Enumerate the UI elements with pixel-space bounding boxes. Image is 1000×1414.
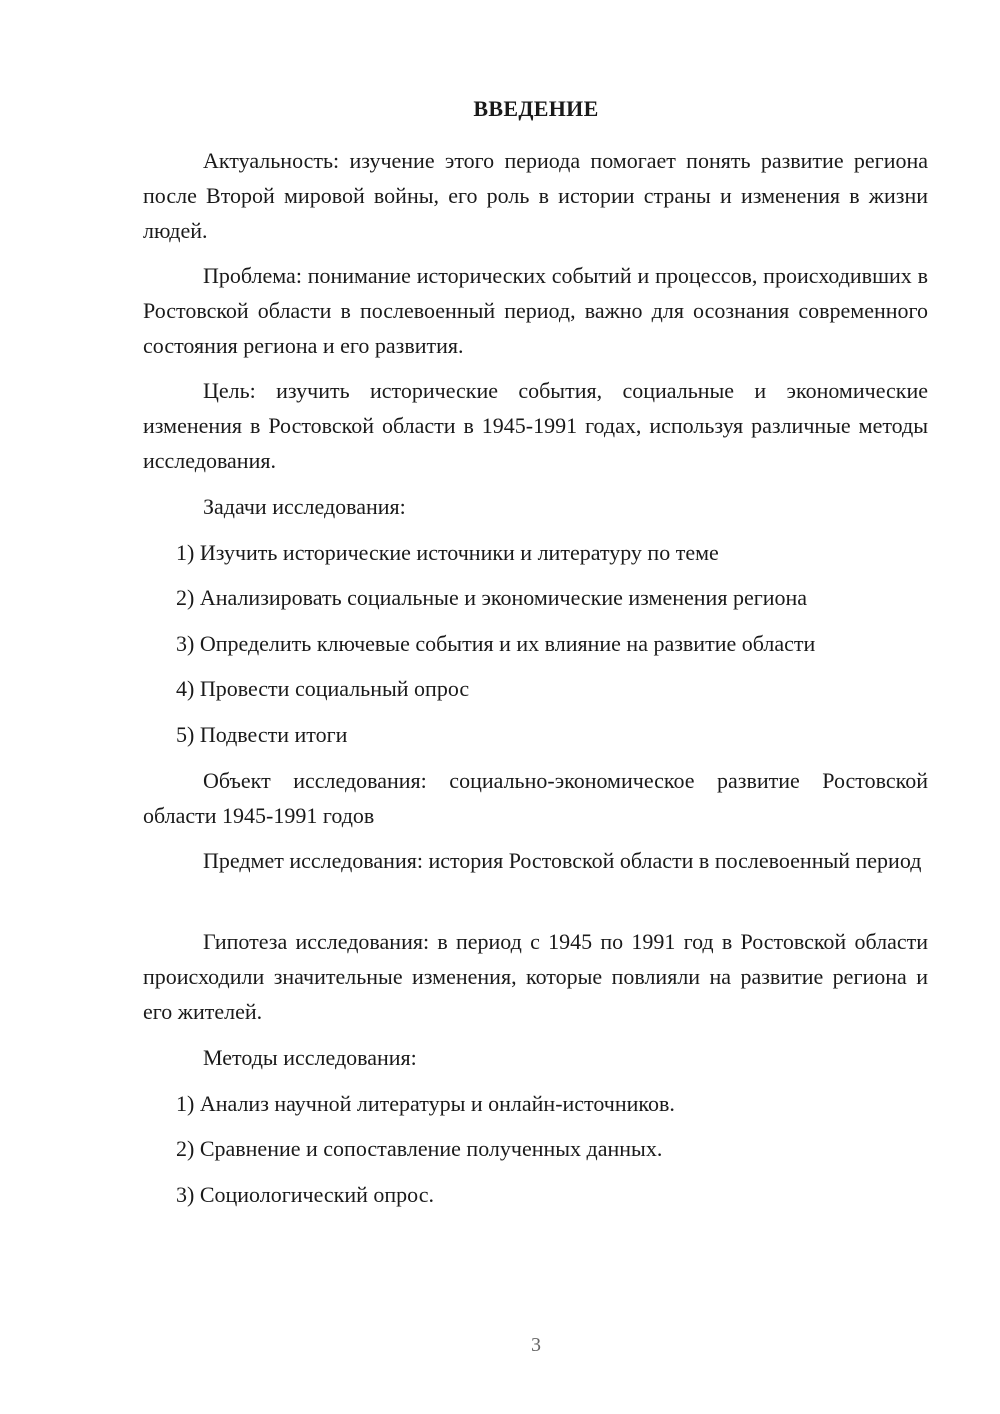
task-item: 1) Изучить исторические источники и литературу по теме <box>176 540 719 565</box>
method-item: 1) Анализ научной литературы и онлайн-источников. <box>176 1091 675 1116</box>
goal-paragraph: Цель: изучить исторические события, социальные и экономические изменения в Ростовской области в 1945-1991 годах, используя различные методы исследования. <box>143 378 928 473</box>
task-item: 4) Провести социальный опрос <box>176 676 470 701</box>
tasks-heading: Задачи исследования: <box>203 494 406 519</box>
methods-heading: Методы исследования: <box>203 1045 417 1070</box>
method-item: 2) Сравнение и сопоставление полученных данных. <box>176 1136 663 1161</box>
task-item: 2) Анализировать социальные и экономические изменения региона <box>176 585 808 610</box>
object-paragraph: Объект исследования: социально-экономическое развитие Ростовской области 1945-1991 годов <box>143 768 928 828</box>
page-title: ВВЕДЕНИЕ <box>473 96 599 121</box>
page-number: 3 <box>531 1334 541 1356</box>
problem-paragraph: Проблема: понимание исторических событий и процессов, происходивших в Ростовской области в послевоенный период, важно для осознания современного состояния региона и его развития. <box>143 263 928 358</box>
hypothesis-paragraph: Гипотеза исследования: в период с 1945 по 1991 год в Ростовской области происходили значительные изменения, которые повлияли на развитие региона и его жителей. <box>143 929 928 1024</box>
method-item: 3) Социологический опрос. <box>176 1182 434 1207</box>
task-item: 5) Подвести итоги <box>176 722 348 747</box>
subject-paragraph: Предмет исследования: история Ростовской области в послевоенный период <box>203 848 922 873</box>
relevance-paragraph: Актуальность: изучение этого периода помогает понять развитие региона после Второй мировой войны, его роль в истории страны и изменения в жизни людей. <box>143 148 928 243</box>
task-item: 3) Определить ключевые события и их влияние на развитие области <box>176 631 816 656</box>
